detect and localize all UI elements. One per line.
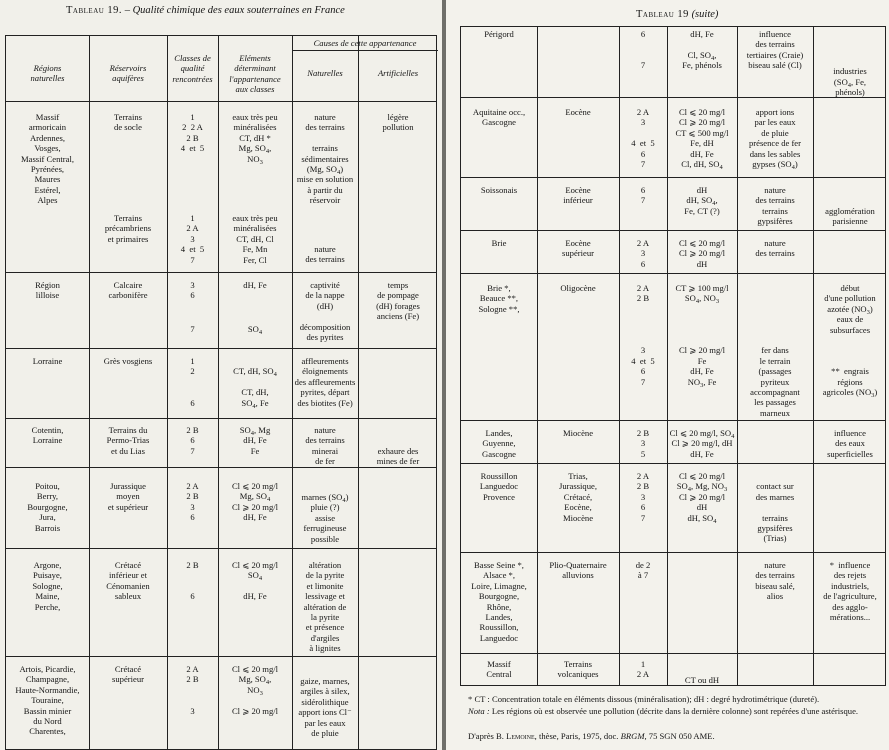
row-divider xyxy=(6,656,436,657)
cell-classes: 1 2 A xyxy=(636,659,650,680)
col-divider xyxy=(89,36,90,749)
source-prefix: D'après B. xyxy=(468,731,507,741)
quality-table-right xyxy=(460,26,886,686)
cell-elements: Cl ⩽ 20 mg/l Cl ⩾ 20 mg/l dH xyxy=(678,238,726,269)
cell-elements: Cl ⩽ 20 mg/l $SO_4$, Mg, $NO_3$ Cl ⩾ 20 mg/l dH dH, $SO_4$ xyxy=(676,471,728,525)
cell-classes: 7 xyxy=(190,324,195,334)
nota-label: Nota : xyxy=(468,706,490,716)
source-line xyxy=(468,731,715,742)
cell-reservoir: Miocène xyxy=(562,428,594,438)
cell-elements: CT, dH, $SO_4$ CT, dH, $SO_4$, Fe xyxy=(233,366,277,410)
row-divider xyxy=(6,348,436,349)
row-divider xyxy=(461,463,885,464)
cell-naturelles: affleurements éloignements des affleurements pyrites, départ des biotites (Fe) xyxy=(294,356,356,408)
cell-artificielles: légère pollution xyxy=(382,112,414,133)
cell-elements: eaux très peu minéralisées CT, dH * Mg, $SO_4$, $NO_3$ xyxy=(232,112,278,166)
cell-region: Massif armoricain Ardennes, Vosges, Massif Central, Pyrénées, Maures Estérel, Alpes xyxy=(21,112,74,206)
cell-region: Poitou, Berry, Bourgogne, Jura, Barrois xyxy=(27,481,68,533)
cell-reservoir: Crétacé inférieur et Cénomanien sableux xyxy=(106,560,150,602)
cell-region: Brie xyxy=(491,238,507,248)
header-regions: Régions naturelles xyxy=(30,63,65,84)
footnote: * CT : Concentration totale en éléments dissous (minéralisation); dH : degré hydrotimétrique (dureté). xyxy=(468,694,820,704)
cell-elements: CT ⩾ 100 mg/l $SO_4$, $NO_3$ Cl ⩾ 20 mg/l Fe dH, Fe $NO_3$, Fe xyxy=(675,283,729,389)
cell-naturelles: apport ions par les eaux de pluie présence de fer dans les sables gypses $(SO_4)$ xyxy=(748,107,801,172)
row-divider xyxy=(6,548,436,549)
row-divider xyxy=(461,420,885,421)
cell-reservoir: Calcaire carbonifère xyxy=(108,280,148,301)
cell-reservoir: Jurassique moyen et supérieur xyxy=(107,481,149,512)
header-elements: Eléments déterminant l'appartenance aux classes xyxy=(229,53,281,95)
cell-artificielles: exhaure des mines de fer xyxy=(376,446,420,467)
header-naturelles: Naturelles xyxy=(307,68,343,78)
cell-reservoir: Trias, Jurassique, Crétacé, Eocène, Miocène xyxy=(559,471,597,523)
cell-reservoir: Crétacé supérieur xyxy=(112,664,144,685)
source-author: Lemoine xyxy=(506,731,535,741)
cell-region: Roussillon Languedoc Provence xyxy=(479,471,519,502)
cell-region: Aquitaine occ., Gascogne xyxy=(472,107,526,128)
cell-artificielles: influence des eaux superficielles xyxy=(827,428,873,459)
cell-artificielles: temps de pompage (dH) forages anciens (Fe) xyxy=(376,280,420,322)
right-page xyxy=(446,0,889,750)
cell-naturelles: influence des terrains tertiaires (Craie) biseau salé (Cl) xyxy=(746,29,804,71)
cell-region: Basse Seine *, Alsace *, Loire, Limagne, Bourgogne, Rhône, Landes, Roussillon, Languedoc xyxy=(471,560,527,643)
cell-classes: de 2 à 7 xyxy=(635,560,651,581)
cell-elements: Cl ⩽ 20 mg/l Mg, $SO_4$, $NO_3$ Cl ⩾ 20 mg/l xyxy=(231,664,279,716)
cell-elements: dH dH, $SO_4$, Fe, CT (?) xyxy=(684,185,720,216)
row-divider xyxy=(461,552,885,553)
cell-elements: CT ou dH xyxy=(684,674,720,685)
cell-elements: eaux très peu minéralisées CT, dH, Cl Fe, Mn Fer, Cl xyxy=(232,213,278,265)
cell-region: Argone, Puisaye, Sologne, Maine, Perche, xyxy=(32,560,63,612)
cell-classes: 6 7 xyxy=(640,29,646,71)
cell-classes: 2 B 6 7 xyxy=(186,425,199,456)
cell-classes: 1 2 A 3 4 et 5 7 xyxy=(180,213,205,265)
header-classes: Classes de qualité rencontrées xyxy=(172,53,213,84)
left-title-label: Tableau 19. xyxy=(66,5,123,16)
cell-naturelles: nature des terrains biseau salé, alios xyxy=(755,560,795,602)
source-mid: , thèse, Paris, 1975, doc. xyxy=(534,731,621,741)
cell-classes: 3 6 xyxy=(190,280,195,301)
cell-naturelles: nature des terrains terrains gypsifères xyxy=(755,185,795,227)
header-reservoirs: Réservoirs aquifères xyxy=(109,63,147,84)
cell-artificielles: agglomération parisienne xyxy=(825,205,875,227)
cell-region: Soissonais xyxy=(480,185,518,195)
cell-naturelles: contact sur des marnes terrains gypsifères (Trias) xyxy=(755,481,795,544)
right-title-label: Tableau 19 xyxy=(636,9,689,20)
cell-naturelles: nature des terrains terrains sédimentaires (Mg, $SO_4$) mise en solution à partir du réservoir xyxy=(296,112,354,206)
col-divider xyxy=(358,36,359,749)
cell-reservoir: Eocène inférieur xyxy=(563,185,593,206)
cell-region: Cotentin, Lorraine xyxy=(31,425,64,446)
cell-naturelles: nature des terrains xyxy=(755,238,795,259)
cell-reservoir: Oligocène xyxy=(560,283,596,293)
cell-elements: dH, Fe xyxy=(243,280,267,290)
cell-naturelles: marnes $(SO_4)$ pluie (?) assise ferrugineuse possible xyxy=(301,492,349,544)
row-divider xyxy=(461,177,885,178)
cell-reservoir: Eocène supérieur xyxy=(562,238,594,259)
cell-region: Artois, Picardie, Champagne, Haute-Normandie, Touraine, Bassin minier du Nord Charentes, xyxy=(15,664,80,737)
cell-reservoir: Terrains précambriens et primaires xyxy=(104,213,152,244)
cell-naturelles: nature des terrains minerai de fer xyxy=(305,425,345,467)
row-divider xyxy=(461,273,885,274)
quality-table-left xyxy=(5,35,437,750)
nota-note xyxy=(468,706,878,717)
cell-classes: 2 A 2 B 3 6 7 xyxy=(636,471,650,523)
cell-elements: Cl ⩽ 20 mg/l $SO_4$ dH, Fe xyxy=(231,560,279,602)
cell-classes: 2 A 3 4 et 5 6 7 xyxy=(631,107,655,170)
nota-text: Les régions où est observée une pollution (décrite dans la dernière colonne) sont repérées d'une astérisque. xyxy=(489,706,859,716)
cell-reservoir: Terrains volcaniques xyxy=(557,659,599,680)
cell-artificielles: début d'une pollution azotée $(NO_3)$ eaux de subsurfaces ** engrais régions agricoles $(NO_3)$ xyxy=(822,283,878,400)
cell-naturelles: altération de la pyrite et limonite lessivage et altération de la pyrite et présence d'argiles à lignites xyxy=(303,560,347,654)
cell-region: Région lilloise xyxy=(35,280,60,301)
cell-elements: Cl ⩽ 20 mg/l Cl ⩾ 20 mg/l CT ⩽ 500 mg/l Fe, dH dH, Fe Cl, dH, $SO_4$ xyxy=(675,107,729,172)
cell-elements: Cl ⩽ 20 mg/l, $SO_4$ Cl ⩾ 20 mg/l, dH dH, Fe xyxy=(669,428,735,459)
cell-region: Landes, Guyenne, Gascogne xyxy=(482,428,516,459)
header-artificielles: Artificielles xyxy=(377,68,419,78)
cell-reservoir: Eocène xyxy=(565,107,591,117)
header-bottom-line xyxy=(6,101,436,102)
header-causes: Causes de cette appartenance xyxy=(313,38,417,48)
cell-artificielles: * influence des rejets industriels, de l'agriculture, des agglo- mérations... xyxy=(823,560,877,623)
cell-classes: 6 7 xyxy=(640,185,646,206)
cell-classes: 2 A 3 6 xyxy=(636,238,650,269)
cell-classes: 2 A 2 B 3 xyxy=(186,664,199,716)
cell-classes: 2 A 2 B 3 6 xyxy=(186,481,199,523)
cell-elements: dH, Fe Cl, $SO_4$, Fe, phénols xyxy=(682,29,722,71)
right-table-title xyxy=(636,9,889,20)
left-title-text: – Qualité chimique des eaux souterraines en France xyxy=(122,5,345,16)
left-table-title xyxy=(66,5,436,16)
cell-classes: 2 B 3 5 xyxy=(636,428,650,459)
source-doc: BRGM xyxy=(620,731,645,741)
cell-region: Brie *, Beauce **, Sologne **, xyxy=(478,283,520,314)
cell-elements: $SO_4$, Mg dH, Fe Fe xyxy=(239,425,271,456)
right-title-text: (suite) xyxy=(688,9,719,20)
row-divider xyxy=(6,467,436,468)
cell-classes: 2 B 6 xyxy=(186,560,199,602)
cell-naturelles: fer dans le terrain (passages pyriteux accompagnant les passages marneux xyxy=(750,345,800,418)
header-divider xyxy=(292,50,438,51)
cell-elements: Cl ⩽ 20 mg/l Mg, $SO_4$ Cl ⩾ 20 mg/l dH, Fe xyxy=(231,481,279,523)
cell-classes: 1 2 6 xyxy=(190,356,195,408)
cell-reservoir: Grès vosgiens xyxy=(103,356,153,366)
cell-artificielles: industries ($SO_4$, Fe, phénols) xyxy=(833,66,867,98)
left-page xyxy=(0,0,442,750)
cell-classes: 1 2 2 A 2 B 4 et 5 xyxy=(180,112,205,154)
col-divider xyxy=(537,27,538,685)
row-divider xyxy=(461,230,885,231)
cell-naturelles: gaize, marnes, argiles à silex, sidérolithique apport ions Cl⁻ par les eaux de pluie xyxy=(298,676,352,739)
cell-naturelles: captivité de la nappe (dH) décomposition des pyrites xyxy=(299,280,351,343)
cell-classes: 2 A 2 B 3 4 et 5 6 7 xyxy=(631,283,655,387)
row-divider xyxy=(6,272,436,273)
row-divider xyxy=(6,418,436,419)
cell-reservoir: Plio-Quaternaire alluvions xyxy=(549,560,607,581)
cell-reservoir: Terrains de socle xyxy=(113,112,143,133)
cell-region: Massif Central xyxy=(486,659,512,680)
source-suffix: , 75 SGN 050 AME. xyxy=(644,731,715,741)
cell-elements: $SO_4$ xyxy=(247,324,263,336)
cell-region: Périgord xyxy=(484,29,514,39)
cell-reservoir: Terrains du Permo-Trias et du Lias xyxy=(106,425,150,456)
cell-region: Lorraine xyxy=(32,356,63,366)
cell-naturelles: nature des terrains xyxy=(305,244,345,265)
